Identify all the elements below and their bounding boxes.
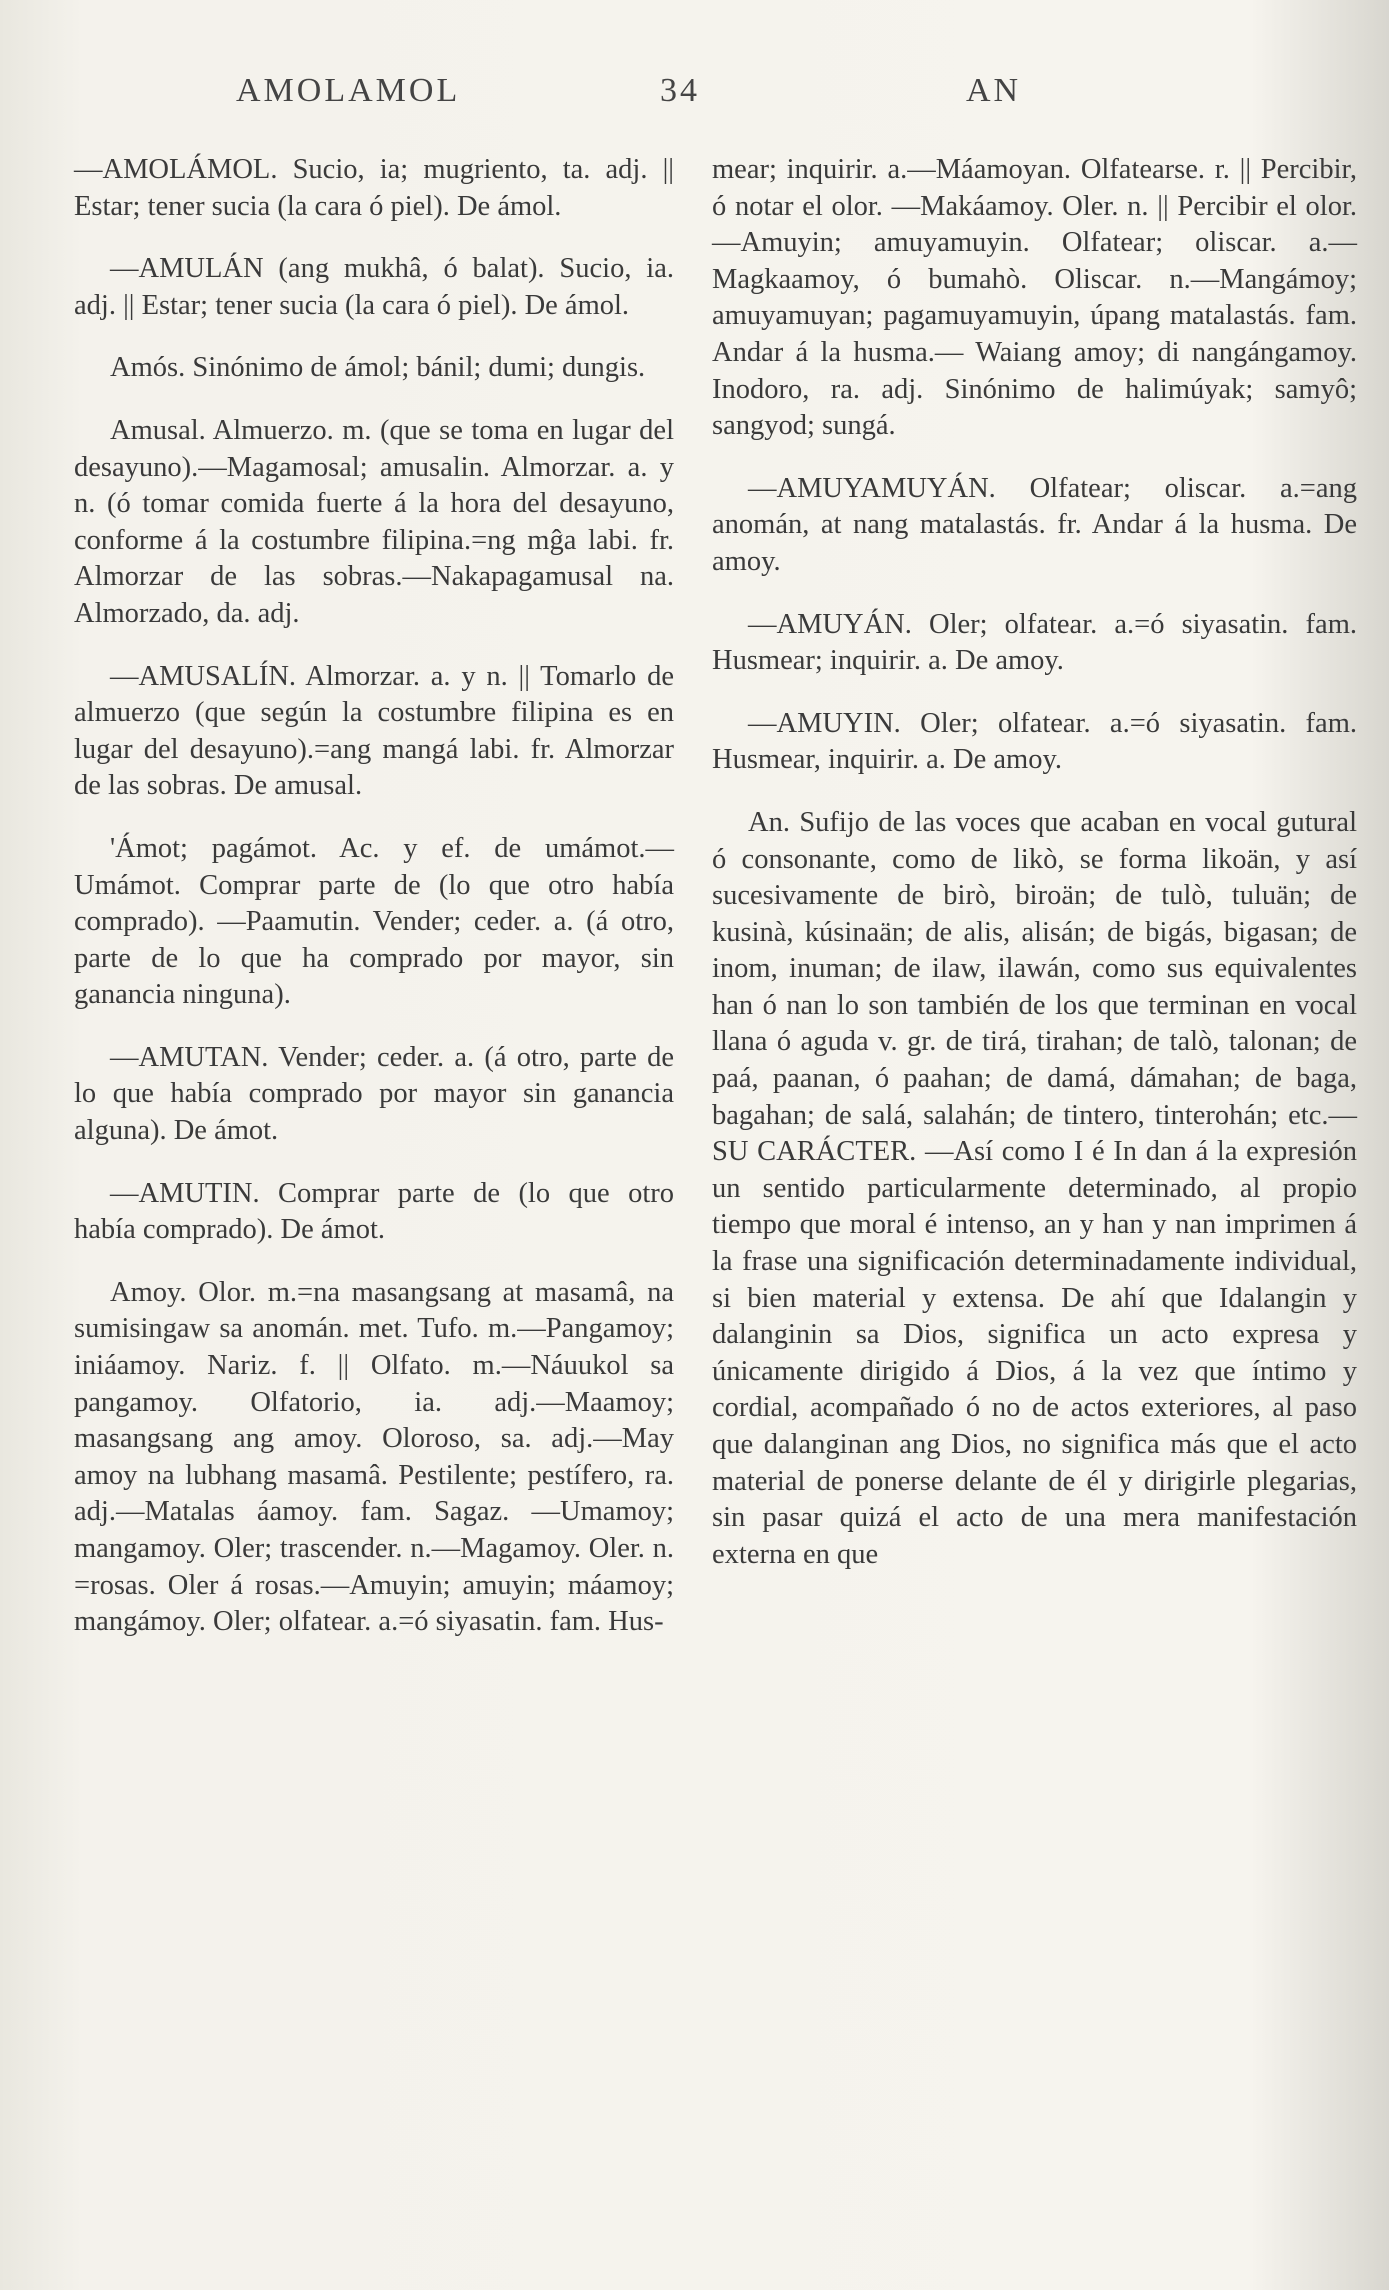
entry-amos: Amós. Sinónimo de ámol; bánil; dumi; dungis. [110, 352, 646, 384]
entry-amusalin: —AMUSALÍN. Almorzar. a. y n. || Tomarlo de almuerzo (que según la costumbre filipina es en lugar del desayuno).=ang mangá labi. fr. Almorzar de las sobras. De amusal. [74, 660, 674, 802]
entry-amulan: —AMULÁN (ang mukhâ, ó balat). Sucio, ia. adj. || Estar; tener sucia (la cara ó piel). De ámol. [74, 253, 674, 321]
entry-amutin: —AMUTIN. Comprar parte de (lo que otro había comprado). De ámot. [74, 1177, 674, 1246]
entry-amuyamuyan: —AMUYAMUYÁN. Olfatear; oliscar. a.=ang anomán, at nang matalastás. fr. Andar á la husma. De amoy. [712, 472, 1357, 577]
running-header [0, 72, 1389, 132]
entry-amuyan: —AMUYÁN. Oler; olfatear. a.=ó siyasatin. fam. Husmear; inquirir. a. De amoy. [712, 608, 1357, 677]
entry-amot: 'Ámot; pagámot. Ac. y ef. de umámot.—Umámot. Comprar parte de (lo que otro había comprado). —Paamutin. Vender; ceder. a. (á otro, parte de lo que ha comprado por mayor, sin ganancia ninguna). [74, 832, 674, 1011]
page-number: 34 [660, 72, 700, 109]
left-column [74, 152, 674, 1667]
header-left-guide-word: AMOLAMOL [236, 72, 461, 109]
entry-amoy-continued: mear; inquirir. a.—Máamoyan. Olfatearse. r. || Percibir, ó notar el olor. —Makáamoy. Oler. n. || Percibir el olor.—Amuyin; amuyamuyin. Olfatear; oliscar. a.—Magkaamoy, ó bumahò. Oliscar. n.—Mangámoy; amuyamuyan; pagamuyamuyin, úpang matalastás. fam. Andar á la husma.— Waiang amoy; di nangángamoy. Inodoro, ra. adj. Sinónimo de halimúyak; samyô; sangyod; sungá. [712, 154, 1357, 442]
entry-amutan: —AMUTAN. Vender; ceder. a. (á otro, parte de lo que había comprado por mayor sin ganancia alguna). De ámot. [74, 1041, 674, 1147]
right-column [712, 152, 1357, 1599]
entry-amusal: Amusal. Almuerzo. m. (que se toma en lugar del desayuno).—Magamosal; amusalin. Almorzar. a. y n. (ó tomar comida fuerte á la hora del desayuno, conforme á la costumbre filipina.=ng mĝa labi. fr. Almorzar de las sobras.—Nakapagamusal na. Almorzado, da. adj. [74, 414, 674, 629]
entry-an: An. Sufijo de las voces que acaban en vocal gutural ó consonante, como de likò, se forma likoän, y así sucesivamente de birò, biroän; de tulò, tuluän; de kusinà, kúsinaän; de alis, alisán; de bigás, bigasan; de inom, inuman; de ilaw, ilawán, como sus equivalentes han ó nan lo son también de los que terminan en vocal llana ó aguda v. gr. de tirá, tirahan; de talò, talonan; de paá, paanan, ó paahan; de damá, dámahan; de baga, bagahan; de salá, salahán; de tintero, tinterohán; etc.—SU CARÁCTER. —Así como I é In dan á la expresión un sentido particularmente determinado, al propio tiempo que moral é intenso, an y han y nan imprimen á la frase una significación determinadamente individual, si bien material y extensa. De ahí que Idalangin y dalanginin sa Dios, significa un acto expresa y únicamente dirigido á Dios, á la vez que íntimo y cordial, acompañado ó no de actos exteriores, al paso que dalanginan ang Dios, no significa más que el acto material de ponerse delante de él y dirigirle plegarias, sin pasar quizá el acto de una mera manifestación externa en que [712, 806, 1357, 1570]
entry-amuyin: —AMUYIN. Oler; olfatear. a.=ó siyasatin. fam. Husmear, inquirir. a. De amoy. [712, 707, 1357, 776]
header-right-guide-word: AN [966, 72, 1022, 109]
entry-amoy: Amoy. Olor. m.=na masangsang at masamâ, na sumisingaw sa anomán. met. Tufo. m.—Pangamoy; iniáamoy. Nariz. f. || Olfato. m.—Náuukol sa pangamoy. Olfatorio, ia. adj.—Maamoy; masangsang ang amoy. Oloroso, sa. adj.—May amoy na lubhang masamâ. Pestilente; pestífero, ra. adj.—Matalas áamoy. fam. Sagaz. —Umamoy; mangamoy. Oler; trascender. n.—Magamoy. Oler. n. =rosas. Oler á rosas.—Amuyin; amuyin; máamoy; mangámoy. Oler; olfatear. a.=ó siyasatin. fam. Hus- [74, 1276, 674, 1638]
entry-amolamol: —AMOLÁMOL. Sucio, ia; mugriento, ta. adj. || Estar; tener sucia (la cara ó piel). De ámol. [74, 154, 674, 222]
